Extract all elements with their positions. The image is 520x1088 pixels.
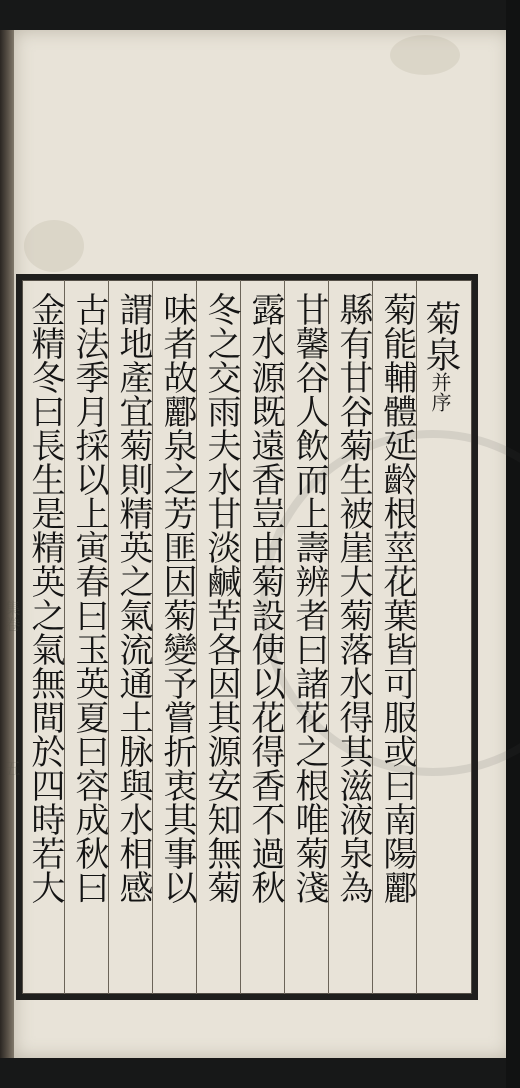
text-column-4: 露水源既遠香豈由菊設使以花得香不過秋	[245, 292, 285, 904]
text-column-9: 金精冬曰長生是精英之氣無間於四時若大	[25, 292, 65, 904]
poem-title: 菊泉	[420, 300, 461, 372]
text-column-6: 味者故酈泉之芳匪因菊變予嘗折衷其事以	[157, 292, 197, 904]
text-column-8: 古法季月採以上寅春曰玉英夏曰容成秋曰	[69, 292, 109, 904]
paper-stain	[24, 220, 84, 272]
margin-mark: 五	[2, 760, 21, 776]
margin-mark: 集卷	[2, 600, 21, 632]
text-column-3: 甘馨谷人飲而上壽辨者曰諸花之根唯菊淺	[289, 292, 329, 904]
text-column-1: 菊能輔體延齡根莖花葉皆可服或曰南陽酈	[377, 292, 417, 904]
text-column-5: 冬之交雨夫水甘淡鹹苦各因其源安知無菊	[201, 292, 241, 904]
title-column	[421, 300, 463, 412]
text-column-7: 謂地產宜菊則精英之氣流通土脉與水相感	[113, 292, 153, 904]
poem-subtitle: 并序	[428, 372, 452, 412]
paper-stain	[390, 35, 460, 75]
text-column-2: 縣有甘谷菊生被崖大菊落水得其滋液泉為	[333, 292, 373, 904]
